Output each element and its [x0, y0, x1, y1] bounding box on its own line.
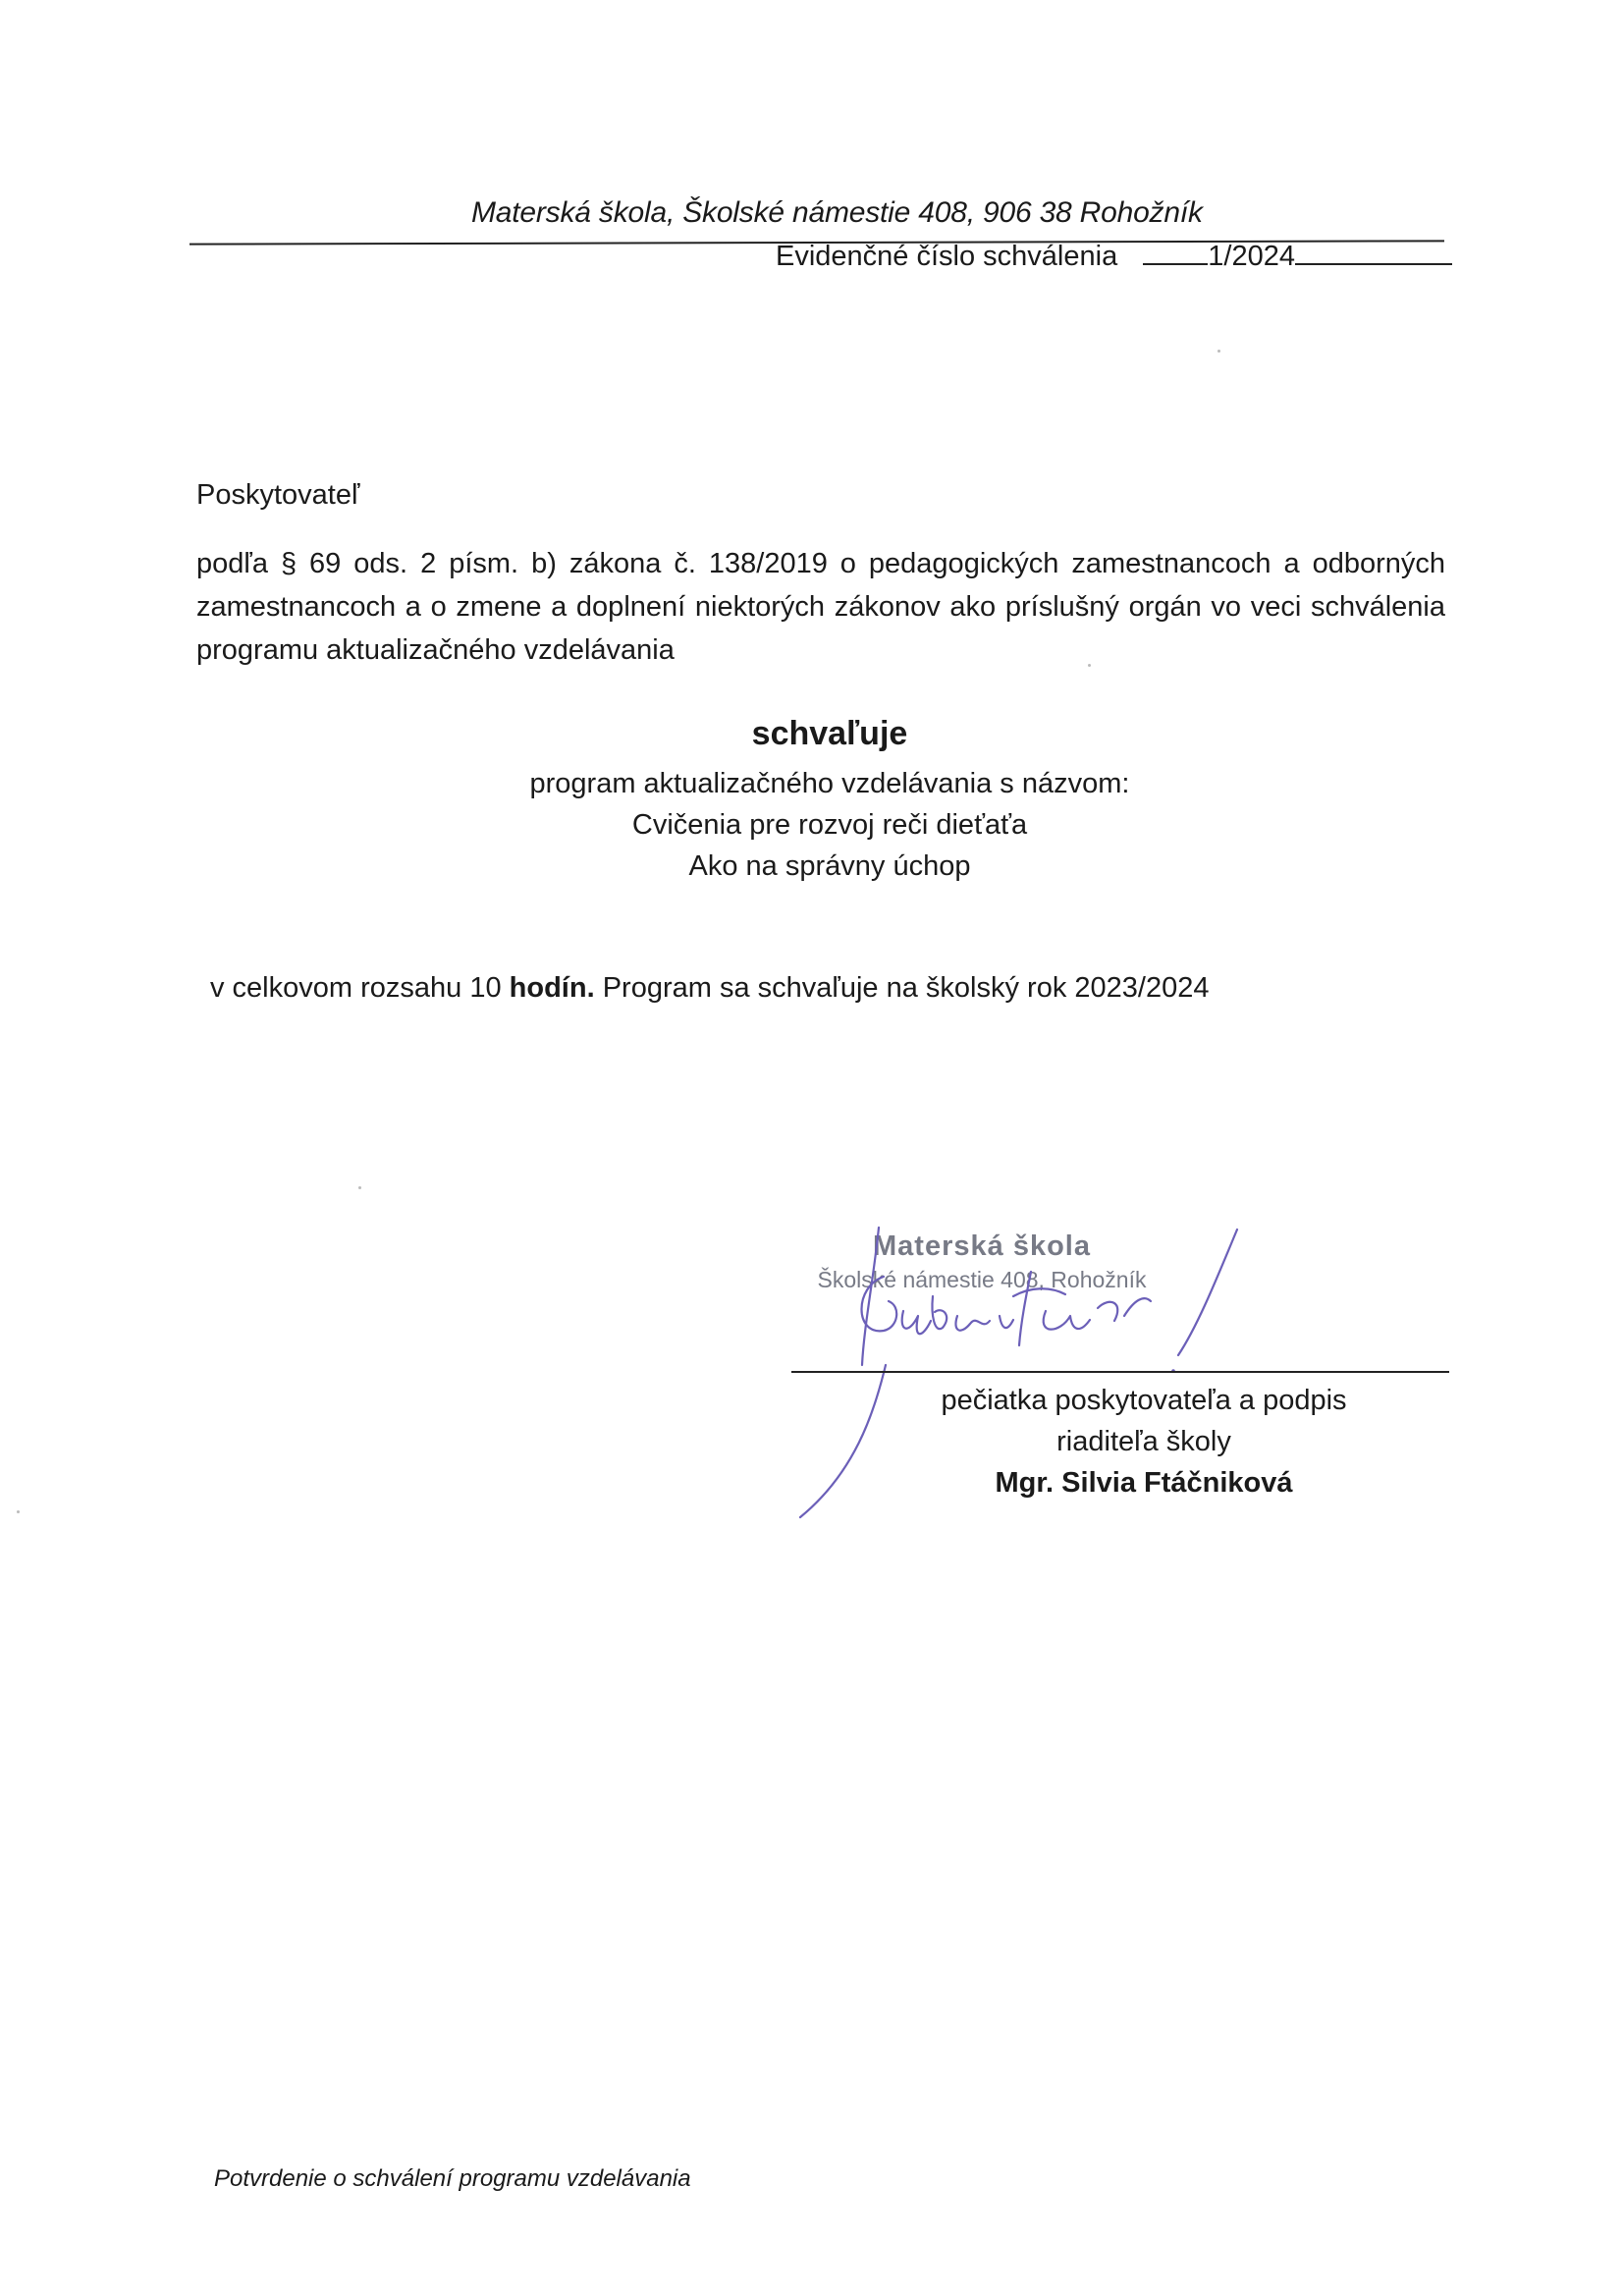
signature-caption — [879, 1380, 1409, 1503]
footer-note: Potvrdenie o schválení programu vzdelávania — [214, 2165, 691, 2192]
evidence-label: Evidenčné číslo schválenia — [776, 241, 1118, 272]
scan-speck — [1217, 350, 1220, 353]
scope-hours: hodín. — [509, 972, 595, 1004]
scope-sentence — [210, 972, 1209, 1005]
scan-speck — [1088, 664, 1091, 667]
provider-label: Poskytovateľ — [196, 479, 360, 511]
evidence-blank-before — [1143, 240, 1208, 265]
program-name-2: Ako na správny úchop — [688, 850, 971, 882]
stamp-title: Materská škola — [873, 1230, 1091, 1262]
signatory-name: Mgr. Silvia Ftáčniková — [995, 1467, 1293, 1499]
program-name-1: Cvičenia pre rozvoj reči dieťaťa — [631, 809, 1028, 841]
evidence-number: 1/2024 — [1208, 241, 1295, 272]
scan-speck — [17, 1510, 20, 1513]
scope-prefix: v celkovom rozsahu 10 — [210, 972, 502, 1004]
signature-line — [791, 1371, 1449, 1373]
stamp-address: Školské námestie 408, Rohožník — [817, 1267, 1147, 1292]
law-paragraph: podľa § 69 ods. 2 písm. b) zákona č. 138/2019 o pedagogických zamestnancoch a odborných zamestnancoch a o zmene a doplnení niektorých zákonov ako príslušný orgán vo veci schválenia programu aktualizačného vzdelávania — [196, 548, 1445, 666]
program-intro: program aktualizačného vzdelávania s názvom: — [529, 768, 1130, 799]
signature-caption-line2: riaditeľa školy — [1056, 1426, 1231, 1457]
evidence-number-line — [776, 240, 1452, 273]
scan-speck — [358, 1186, 361, 1189]
approves-heading: schvaľuje — [751, 715, 908, 752]
signature-caption-line1: pečiatka poskytovateľa a podpis — [941, 1385, 1347, 1416]
evidence-blank-after — [1295, 240, 1452, 265]
school-address-header: Materská škola, Školské námestie 408, 906 38 Rohožník — [471, 196, 1203, 229]
scope-suffix: Program sa schvaľuje na školský rok 2023/2024 — [602, 972, 1210, 1004]
